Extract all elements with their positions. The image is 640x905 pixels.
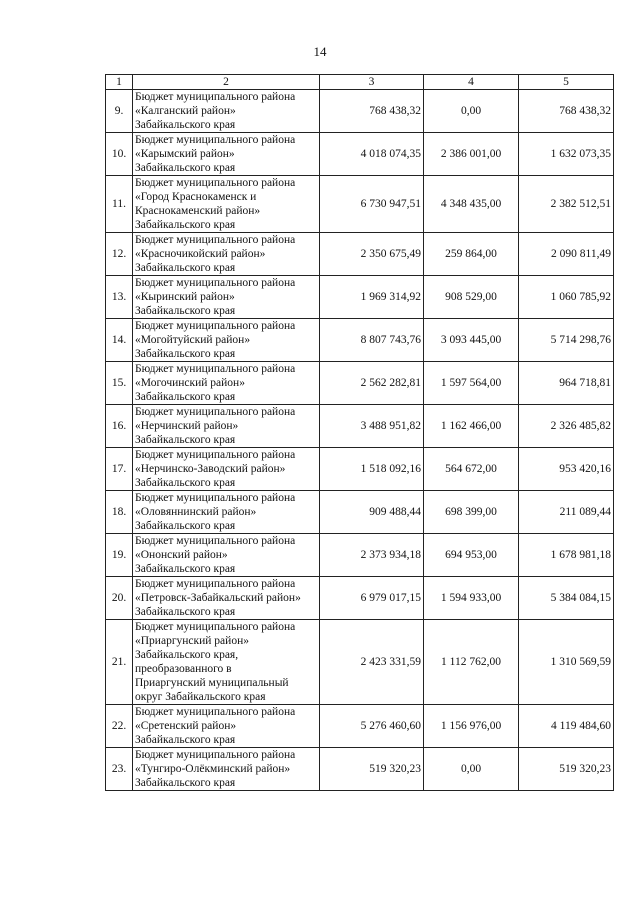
budget-name-line: Бюджет муниципального района <box>135 535 296 547</box>
budget-name-line: Краснокаменский район» <box>135 205 261 217</box>
budget-name-cell <box>133 276 320 319</box>
amount-c4: 564 672,00 <box>424 448 519 491</box>
table-row <box>106 620 614 705</box>
budget-name-line: «Карымский район» <box>135 148 235 160</box>
budget-name-cell <box>133 362 320 405</box>
budget-name-line: Бюджет муниципального района <box>135 706 296 718</box>
budget-name-line: «Оловяннинский район» <box>135 506 257 518</box>
amount-c5: 5 714 298,76 <box>519 319 614 362</box>
budget-name-line: «Сретенский район» <box>135 720 237 732</box>
amount-c4: 0,00 <box>424 748 519 791</box>
amount-c3: 2 350 675,49 <box>320 233 424 276</box>
budget-name-line: Бюджет муниципального района <box>135 621 296 633</box>
budget-name-cell <box>133 405 320 448</box>
budget-name-line: Забайкальского края <box>135 563 236 575</box>
table-row <box>106 90 614 133</box>
amount-c5: 4 119 484,60 <box>519 705 614 748</box>
amount-c4: 1 597 564,00 <box>424 362 519 405</box>
budget-name-line: Бюджет муниципального района <box>135 177 296 189</box>
budget-name-cell <box>133 233 320 276</box>
budget-name-line: «Красночикойский район» <box>135 248 266 260</box>
budget-name-line: Бюджет муниципального района <box>135 578 296 590</box>
budget-name-line: Бюджет муниципального района <box>135 406 296 418</box>
budget-name-line: Забайкальского края <box>135 734 236 746</box>
budget-name-line: «Кыринский район» <box>135 291 235 303</box>
row-number: 21. <box>106 620 133 705</box>
table-row <box>106 491 614 534</box>
amount-c3: 519 320,23 <box>320 748 424 791</box>
row-number: 23. <box>106 748 133 791</box>
budget-name-line: «Нерчинско-Заводский район» <box>135 463 286 475</box>
budget-name-line: «Ононский район» <box>135 549 228 561</box>
budget-name-line: Бюджет муниципального района <box>135 449 296 461</box>
budget-name-cell <box>133 448 320 491</box>
budget-name-line: Бюджет муниципального района <box>135 277 296 289</box>
amount-c4: 259 864,00 <box>424 233 519 276</box>
amount-c4: 0,00 <box>424 90 519 133</box>
budget-name-line: Забайкальского края, <box>135 649 239 661</box>
budget-name-line: Забайкальского края <box>135 119 236 131</box>
budget-name-cell <box>133 705 320 748</box>
budget-name-line: Бюджет муниципального района <box>135 363 296 375</box>
budget-name-line: Забайкальского края <box>135 434 236 446</box>
table-row <box>106 362 614 405</box>
row-number: 18. <box>106 491 133 534</box>
amount-c3: 8 807 743,76 <box>320 319 424 362</box>
budget-name-cell <box>133 176 320 233</box>
budget-name-line: Бюджет муниципального района <box>135 234 296 246</box>
row-number: 16. <box>106 405 133 448</box>
budget-name-line: «Калганский район» <box>135 105 236 117</box>
amount-c3: 6 979 017,15 <box>320 577 424 620</box>
table-row <box>106 176 614 233</box>
row-number: 13. <box>106 276 133 319</box>
row-number: 20. <box>106 577 133 620</box>
row-number: 19. <box>106 534 133 577</box>
amount-c5: 1 678 981,18 <box>519 534 614 577</box>
budget-name-line: Бюджет муниципального района <box>135 91 296 103</box>
amount-c4: 698 399,00 <box>424 491 519 534</box>
budget-name-line: Бюджет муниципального района <box>135 134 296 146</box>
budget-table <box>105 74 614 791</box>
header-col-3: 3 <box>320 75 424 90</box>
amount-c4: 1 162 466,00 <box>424 405 519 448</box>
amount-c5: 519 320,23 <box>519 748 614 791</box>
amount-c4: 4 348 435,00 <box>424 176 519 233</box>
amount-c4: 3 093 445,00 <box>424 319 519 362</box>
table-row <box>106 705 614 748</box>
budget-name-cell <box>133 133 320 176</box>
budget-name-cell <box>133 491 320 534</box>
row-number: 12. <box>106 233 133 276</box>
amount-c4: 1 112 762,00 <box>424 620 519 705</box>
budget-name-line: «Могойтуйский район» <box>135 334 251 346</box>
header-col-2: 2 <box>133 75 320 90</box>
budget-name-line: Бюджет муниципального района <box>135 492 296 504</box>
budget-name-line: «Нерчинский район» <box>135 420 239 432</box>
page-number: 14 <box>313 44 327 59</box>
amount-c3: 3 488 951,82 <box>320 405 424 448</box>
amount-c5: 5 384 084,15 <box>519 577 614 620</box>
budget-name-line: Забайкальского края <box>135 219 236 231</box>
row-number: 22. <box>106 705 133 748</box>
budget-name-line: Бюджет муниципального района <box>135 320 296 332</box>
budget-name-line: Забайкальского края <box>135 262 236 274</box>
budget-name-line: округ Забайкальского края <box>135 691 266 703</box>
budget-name-line: преобразованного в <box>135 663 232 675</box>
budget-name-cell <box>133 319 320 362</box>
row-number: 10. <box>106 133 133 176</box>
table-row <box>106 448 614 491</box>
header-col-4: 4 <box>424 75 519 90</box>
amount-c3: 909 488,44 <box>320 491 424 534</box>
amount-c4: 2 386 001,00 <box>424 133 519 176</box>
amount-c3: 2 423 331,59 <box>320 620 424 705</box>
table-header-row <box>106 75 614 90</box>
header-col-5: 5 <box>519 75 614 90</box>
table-row <box>106 534 614 577</box>
table-row <box>106 233 614 276</box>
table-row <box>106 748 614 791</box>
table-row <box>106 133 614 176</box>
amount-c5: 768 438,32 <box>519 90 614 133</box>
amount-c3: 1 969 314,92 <box>320 276 424 319</box>
amount-c5: 1 310 569,59 <box>519 620 614 705</box>
table-row <box>106 276 614 319</box>
amount-c5: 964 718,81 <box>519 362 614 405</box>
header-col-1: 1 <box>106 75 133 90</box>
amount-c3: 2 373 934,18 <box>320 534 424 577</box>
amount-c5: 1 060 785,92 <box>519 276 614 319</box>
budget-name-line: «Петровск-Забайкальский район» <box>135 592 301 604</box>
budget-name-line: Забайкальского края <box>135 348 236 360</box>
budget-name-line: Забайкальского края <box>135 520 236 532</box>
budget-name-cell <box>133 748 320 791</box>
amount-c5: 2 326 485,82 <box>519 405 614 448</box>
amount-c3: 768 438,32 <box>320 90 424 133</box>
budget-name-cell <box>133 577 320 620</box>
row-number: 14. <box>106 319 133 362</box>
budget-name-line: Забайкальского края <box>135 162 236 174</box>
amount-c4: 1 156 976,00 <box>424 705 519 748</box>
table-row <box>106 405 614 448</box>
amount-c5: 953 420,16 <box>519 448 614 491</box>
table-body <box>106 90 614 791</box>
budget-name-line: Забайкальского края <box>135 305 236 317</box>
budget-name-cell <box>133 620 320 705</box>
amount-c3: 6 730 947,51 <box>320 176 424 233</box>
budget-name-line: «Город Краснокаменск и <box>135 191 257 203</box>
amount-c3: 5 276 460,60 <box>320 705 424 748</box>
row-number: 11. <box>106 176 133 233</box>
amount-c4: 694 953,00 <box>424 534 519 577</box>
amount-c5: 211 089,44 <box>519 491 614 534</box>
amount-c4: 908 529,00 <box>424 276 519 319</box>
amount-c3: 2 562 282,81 <box>320 362 424 405</box>
budget-name-line: «Могочинский район» <box>135 377 245 389</box>
budget-name-line: Забайкальского края <box>135 606 236 618</box>
amount-c5: 2 382 512,51 <box>519 176 614 233</box>
amount-c5: 1 632 073,35 <box>519 133 614 176</box>
amount-c3: 4 018 074,35 <box>320 133 424 176</box>
budget-name-line: «Приаргунский район» <box>135 635 249 647</box>
table-row <box>106 319 614 362</box>
amount-c3: 1 518 092,16 <box>320 448 424 491</box>
budget-name-line: Бюджет муниципального района <box>135 749 296 761</box>
budget-name-cell <box>133 90 320 133</box>
row-number: 15. <box>106 362 133 405</box>
budget-name-line: «Тунгиро-Олёкминский район» <box>135 763 291 775</box>
budget-name-cell <box>133 534 320 577</box>
table-row <box>106 577 614 620</box>
budget-name-line: Забайкальского края <box>135 477 236 489</box>
amount-c4: 1 594 933,00 <box>424 577 519 620</box>
budget-name-line: Забайкальского края <box>135 777 236 789</box>
budget-name-line: Забайкальского края <box>135 391 236 403</box>
row-number: 17. <box>106 448 133 491</box>
budget-name-line: Приаргунский муниципальный <box>135 677 289 689</box>
row-number: 9. <box>106 90 133 133</box>
amount-c5: 2 090 811,49 <box>519 233 614 276</box>
